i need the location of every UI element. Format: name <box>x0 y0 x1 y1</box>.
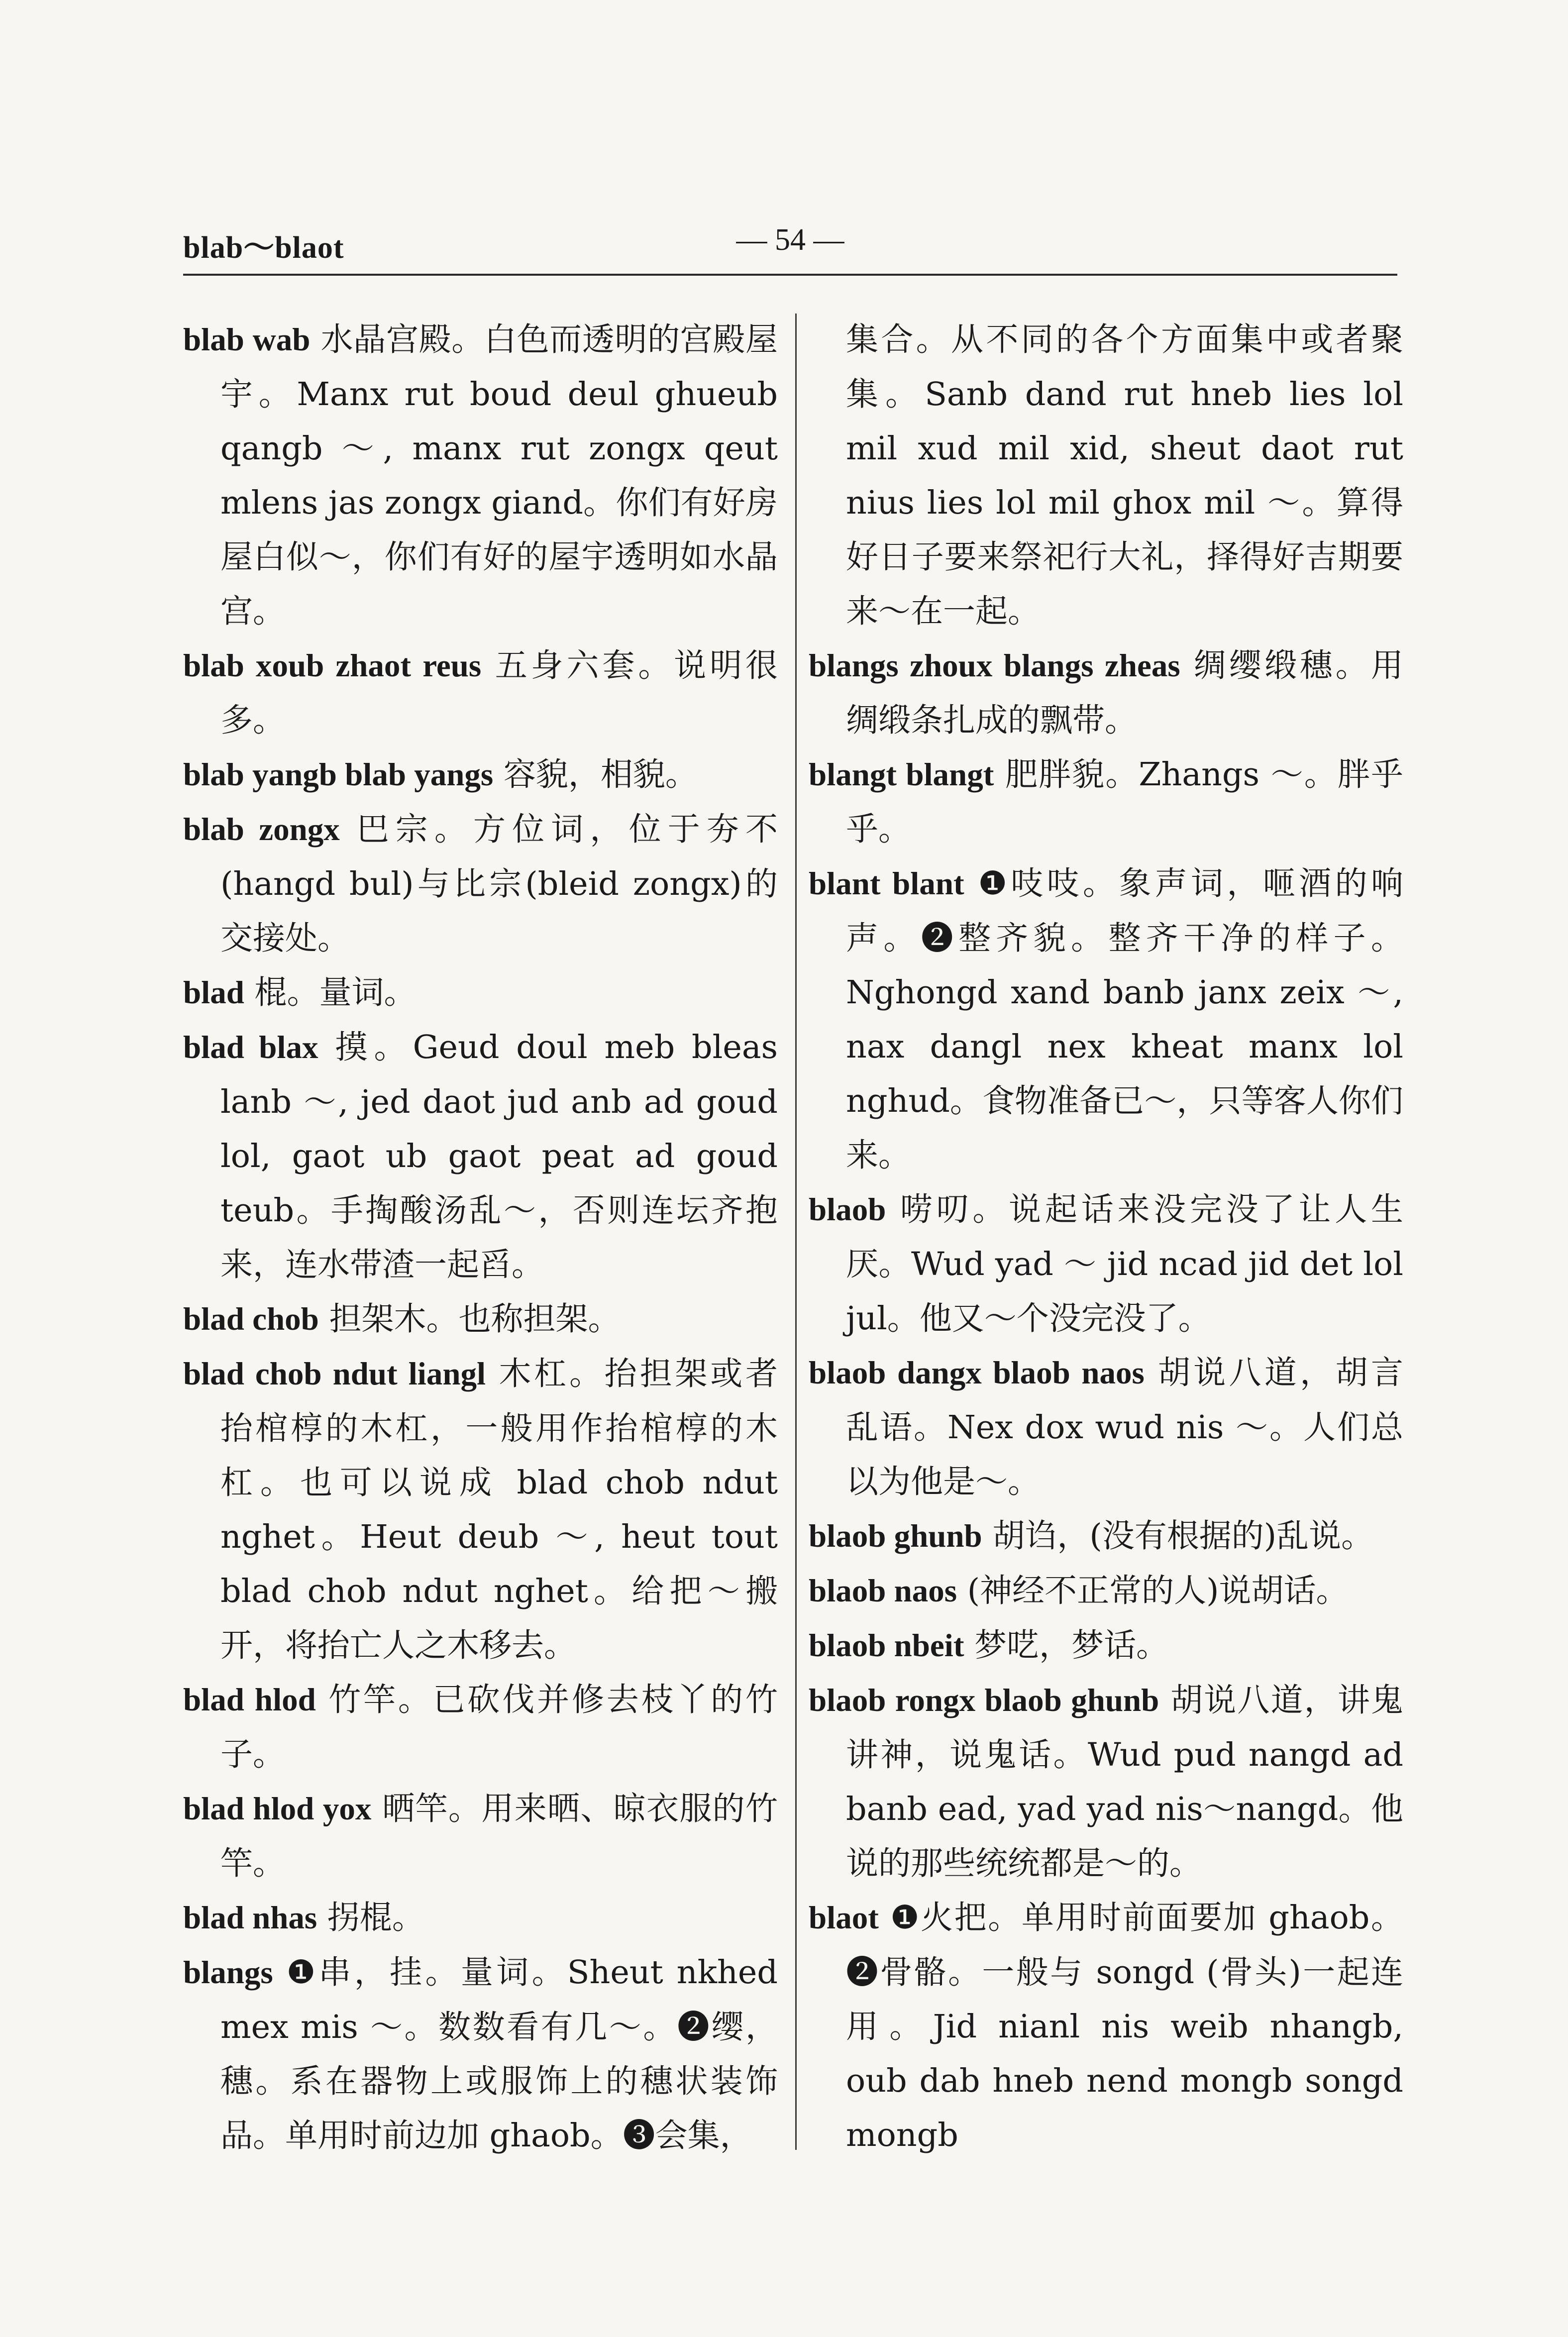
entry-headword: blaob dangx blaob naos <box>809 1355 1145 1391</box>
entry-headword: blad nhas <box>183 1900 317 1936</box>
dictionary-entry <box>809 747 1403 856</box>
entry-definition: 胡诌，(没有根据的)乱说。 <box>992 1517 1374 1555</box>
dictionary-entry <box>809 1509 1403 1564</box>
entry-headword: blab zongx <box>183 812 340 848</box>
entry-headword: blab yangb blab yangs <box>183 757 494 793</box>
entry-definition: 木杠。抬担架或者抬棺椁的木杠，一般用作抬棺椁的木杠。也可以说成 blad chob ndut nghet。Heut deub ～, heut tout blad chob ndut nghet。给把～搬开，将抬亡人之木移去。 <box>220 1355 778 1664</box>
dictionary-entry <box>809 1182 1403 1346</box>
dictionary-entry <box>183 1673 778 1782</box>
entry-headword: blant blant <box>809 866 964 902</box>
entry-definition: 担架木。也称担架。 <box>329 1300 621 1338</box>
dictionary-entry <box>183 965 778 1020</box>
entry-definition: 唠叨。说起话来没完没了让人生厌。Wud yad ～ jid ncad jid det lol jul。他又～个没完没了。 <box>846 1191 1403 1337</box>
column-divider <box>795 314 797 2150</box>
right-column <box>809 313 1403 2154</box>
entry-definition: 棍。量词。 <box>254 974 417 1011</box>
entry-definition: 容貌，相貌。 <box>503 756 698 793</box>
entry-definition: 胡说八道，胡言乱语。Nex dox wud nis ～。人们总以为他是～。 <box>846 1354 1403 1500</box>
entry-headword: blad blax <box>183 1030 318 1065</box>
entry-headword: blad <box>183 975 244 1011</box>
entry-headword: blangs <box>183 1955 273 1991</box>
entry-headword: blangt blangt <box>809 757 994 793</box>
entry-definition: ❶火把。单用时前面要加 ghaob。❷骨骼。一般与 songd (骨头)一起连用。Jid nianl nis weib nhangb, oub dab hneb nend mongb songd mongb <box>846 1899 1403 2154</box>
entry-definition: 五身六套。说明很多。 <box>220 647 778 739</box>
dictionary-entry <box>809 1618 1403 1673</box>
entry-headword: blaot <box>809 1900 879 1936</box>
entry-headword: blaob rongx blaob ghunb <box>809 1683 1159 1718</box>
dictionary-entry <box>183 313 778 638</box>
dictionary-entry <box>183 1782 778 1891</box>
entry-headword: blab wab <box>183 322 311 358</box>
dictionary-entry <box>183 1020 778 1292</box>
dictionary-entry <box>183 638 778 747</box>
dictionary-entry <box>809 1346 1403 1509</box>
dictionary-entry <box>809 638 1403 747</box>
entry-definition: 拐棍。 <box>327 1899 424 1936</box>
entry-definition: 集合。从不同的各个方面集中或者聚集。Sanb dand rut hneb lies lol mil xud mil xid, sheut daot rut nius lies lol mil ghox mil ～。算得好日子要来祭祀行大礼，择得好吉期要来～在一起。 <box>846 321 1403 630</box>
page-header <box>183 216 1397 265</box>
entry-definition: 水晶宫殿。白色而透明的宫殿屋宇。Manx rut boud deul ghueub qangb ～, manx rut zongx qeut mlens jas zongx giand。你们有好房屋白似～，你们有好的屋宇透明如水晶宫。 <box>220 321 778 630</box>
entry-definition: (神经不正常的人)说胡话。 <box>967 1572 1349 1609</box>
entry-headword: blangs zhoux blangs zheas <box>809 648 1180 684</box>
dictionary-entry <box>183 747 778 802</box>
left-column <box>183 313 778 2154</box>
entry-headword: blad hlod yox <box>183 1791 372 1827</box>
entry-headword: blab xoub zhaot reus <box>183 648 482 684</box>
dictionary-entry <box>183 1292 778 1347</box>
dictionary-entry <box>809 856 1403 1182</box>
header-rule <box>183 274 1397 276</box>
dictionary-entry <box>183 1347 778 1673</box>
entry-definition: ❶串，挂。量词。Sheut nkhed mex mis ～。数数看有几～。❷缨，穗。系在器物上或服饰上的穗状装饰品。单用时前边加 ghaob。❸会集， <box>220 1954 778 2154</box>
entry-definition: 晒竿。用来晒、晾衣服的竹竿。 <box>220 1790 778 1882</box>
entry-headword: blaob <box>809 1192 886 1228</box>
dictionary-entry-continued <box>809 313 1403 638</box>
dictionary-entry <box>183 802 778 965</box>
entry-headword: blaob naos <box>809 1573 957 1609</box>
dictionary-entry <box>809 1564 1403 1618</box>
entry-definition: 竹竿。已砍伐并修去枝丫的竹子。 <box>220 1681 778 1773</box>
entry-headword: blad chob <box>183 1301 319 1337</box>
entry-definition: 梦呓，梦话。 <box>974 1627 1169 1664</box>
entry-headword: blaob nbeit <box>809 1628 964 1664</box>
page-number: — 54 — <box>736 223 844 257</box>
dictionary-entry <box>809 1891 1403 2154</box>
entry-definition: 摸。Geud doul meb bleas lanb ～, jed daot jud anb ad goud lol, gaot ub gaot peat ad goud teub。手掏酸汤乱～，否则连坛齐抱来，连水带渣一起舀。 <box>220 1029 778 1283</box>
entry-definition: 绸缨缎穗。用绸缎条扎成的飘带。 <box>846 647 1403 739</box>
entry-headword: blad hlod <box>183 1682 316 1718</box>
entry-definition: ❶吱吱。象声词，咂酒的响声。❷整齐貌。整齐干净的样子。Nghongd xand banb janx zeix ～, nax dangl nex kheat manx lol nghud。食物准备已～，只等客人你们来。 <box>846 865 1403 1174</box>
entry-definition: 肥胖貌。Zhangs ～。胖乎乎。 <box>846 756 1403 848</box>
dictionary-entry <box>183 1945 778 2154</box>
dictionary-entry <box>183 1891 778 1945</box>
entry-definition: 胡说八道，讲鬼讲神，说鬼话。Wud pud nangd ad banb ead, yad yad nis～nangd。他说的那些统统都是～的。 <box>846 1682 1403 1882</box>
guide-words: blab～blaot <box>183 231 344 265</box>
entry-headword: blaob ghunb <box>809 1518 982 1554</box>
dictionary-entry <box>809 1673 1403 1891</box>
entry-definition: 巴宗。方位词，位于夯不(hangd bul)与比宗(bleid zongx)的交接处。 <box>220 811 778 957</box>
entry-headword: blad chob ndut liangl <box>183 1356 486 1392</box>
